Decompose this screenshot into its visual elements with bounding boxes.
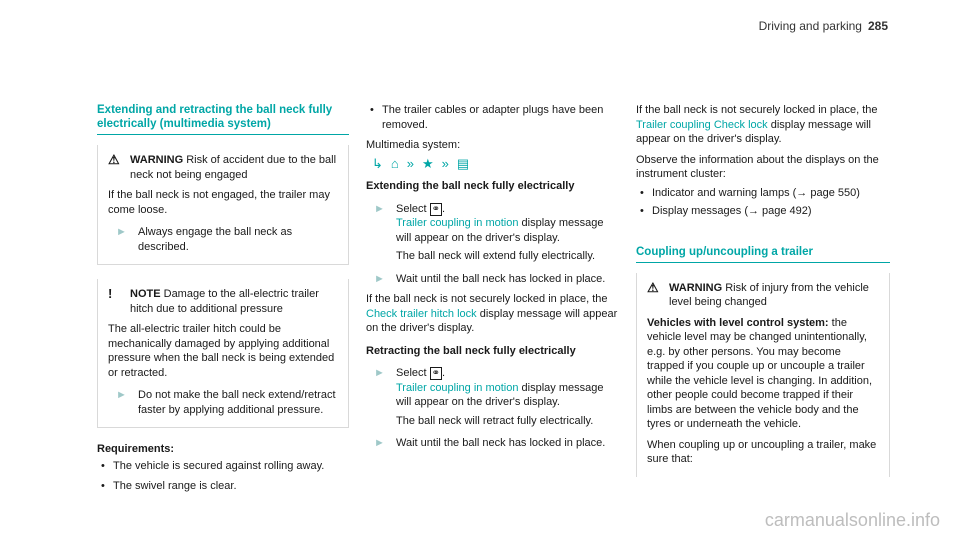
retract-note: The ball neck will retract fully electrically. xyxy=(396,414,594,427)
warning-box xyxy=(97,145,349,265)
step-arrow-icon: ► xyxy=(374,202,385,215)
not-locked-para xyxy=(636,103,890,147)
select-suffix: . xyxy=(442,367,446,379)
section-name: Driving and parking xyxy=(758,19,862,33)
display-message-text: display message will appear on the driver's display. xyxy=(396,217,604,244)
list-item xyxy=(636,186,890,201)
requirement-item xyxy=(366,103,618,132)
not-locked-pre: If the ball neck is not securely locked in place, the xyxy=(636,104,878,116)
trailer-hitch-icon: ⚭ xyxy=(431,203,441,215)
note-label: NOTE xyxy=(130,288,161,300)
warning-para-1 xyxy=(647,316,879,432)
step-arrow-icon: ► xyxy=(374,272,385,285)
page-header xyxy=(759,19,888,34)
page-number: 285 xyxy=(867,19,888,33)
section-title-coupling: Coupling up/uncoupling a trailer xyxy=(636,245,890,263)
select-suffix: . xyxy=(442,202,446,215)
column-3 xyxy=(636,103,890,477)
note-text: Damage to the all-electric trailer hitch due to additional pressure xyxy=(130,288,319,315)
retract-step-select xyxy=(366,366,618,428)
note-heading xyxy=(130,287,338,316)
requirement-text: The vehicle is secured against rolling away. xyxy=(113,459,325,472)
menu-path xyxy=(366,157,618,172)
warning-subhead: Vehicles with level control system: xyxy=(647,316,829,329)
extend-step-wait xyxy=(366,272,618,287)
column-2 xyxy=(366,103,618,451)
warning-text: Risk of injury from the vehicle level being changed xyxy=(669,281,869,308)
trailer-hitch-icon: ⚭ xyxy=(431,368,441,379)
exclamation-icon: ! xyxy=(108,286,113,301)
watermark: carmanualsonline.info xyxy=(764,509,940,530)
note-step xyxy=(108,388,338,417)
wait-text: Wait until the ball neck has locked in place. xyxy=(396,272,606,285)
step-arrow-icon: ► xyxy=(116,226,127,238)
bullet-icon: • xyxy=(370,104,374,116)
column-1 xyxy=(97,103,349,494)
bullet-icon: • xyxy=(640,186,644,199)
warning-triangle-icon: ⚠ xyxy=(647,279,659,295)
requirements-label: Requirements: xyxy=(97,443,175,455)
warning-heading xyxy=(130,153,338,182)
extend-step-select xyxy=(366,202,618,264)
note-step-text: Do not make the ball neck extend/retract faster by applying additional pressure. xyxy=(138,389,336,416)
step-arrow-icon: ► xyxy=(374,367,385,379)
select-text: Select xyxy=(396,202,427,215)
retract-step-wait xyxy=(366,436,618,451)
warning-head xyxy=(647,281,879,310)
display-message-text: display message will appear on the driver's display. xyxy=(396,381,604,408)
star-icon: ★ xyxy=(422,155,434,171)
note-para: The all-electric trailer hitch could be mechanically damaged by applying additional pressure when the ball neck is being extended or retracted. xyxy=(108,323,335,379)
bullet-icon: • xyxy=(101,480,105,492)
step-arrow-icon: ► xyxy=(374,437,385,449)
retract-title: Retracting the ball neck fully electrically xyxy=(366,344,576,357)
warning-label: WARNING xyxy=(130,154,184,166)
not-locked-post: display message will appear on the driver's display. xyxy=(366,307,618,334)
list-item-text: Indicator and warning lamps (→ page 550) xyxy=(652,186,860,199)
not-locked-para xyxy=(366,292,618,336)
extend-note: The ball neck will extend fully electrically. xyxy=(396,250,596,262)
list-item-text: Display messages (→ page 492) xyxy=(652,205,812,217)
wait-text: Wait until the ball neck has locked in place. xyxy=(396,437,606,449)
warning-text: Risk of accident due to the ball neck not being engaged xyxy=(130,154,337,181)
requirement-item xyxy=(97,479,349,494)
section-title-extending-retracting xyxy=(97,103,349,135)
warning-step xyxy=(108,225,338,254)
warning-triangle-icon: ⚠ xyxy=(108,152,120,167)
return-arrow-icon: ↳ xyxy=(372,155,383,171)
not-locked-pre: If the ball neck is not securely locked in place, the xyxy=(366,293,608,305)
warning-para: If the ball neck is not engaged, the trailer may come loose. xyxy=(108,189,330,216)
bullet-icon: • xyxy=(101,459,105,472)
double-chevron-icon: » xyxy=(441,155,449,171)
warning-box xyxy=(636,273,890,477)
check-trailer-hitch-lock-link: Check trailer hitch lock xyxy=(366,307,477,320)
list-item xyxy=(636,204,890,219)
warning-para-1-text: the vehicle level may be changed unintentionally, e.g. by other persons. You may become trapped if you couple up or uncouple a trailer while the vehicle level is changing. In addition, other people could become trapped if their limbs are between the vehicle body and the tyres or underneath the vehicle. xyxy=(647,316,873,430)
home-icon: ⌂ xyxy=(390,155,399,171)
requirement-text: The swivel range is clear. xyxy=(113,480,237,492)
title-line-2: electrically (multimedia system) xyxy=(97,118,271,130)
step-arrow-icon: ► xyxy=(116,389,127,401)
warning-step-text: Always engage the ball neck as described. xyxy=(138,226,293,253)
warning-head xyxy=(108,153,338,182)
multimedia-label: Multimedia system: xyxy=(366,139,461,151)
bullet-icon: • xyxy=(640,205,644,217)
display-message-link: Trailer coupling in motion xyxy=(396,381,519,394)
note-head xyxy=(108,287,338,316)
not-locked-post: display message will appear on the driver's display. xyxy=(636,118,871,145)
trailer-coupling-check-lock-link: Trailer coupling Check lock xyxy=(636,118,768,131)
double-chevron-icon: » xyxy=(406,155,414,171)
observe-text: Observe the information about the displays on the instrument cluster: xyxy=(636,153,879,180)
display-message-link: Trailer coupling in motion xyxy=(396,217,519,229)
requirement-item xyxy=(97,459,349,474)
title-line-1: Extending and retracting the ball neck fully xyxy=(97,104,333,116)
note-box xyxy=(97,279,349,428)
warning-para-2: When coupling up or uncoupling a trailer, make sure that: xyxy=(647,438,877,465)
extend-title: Extending the ball neck fully electrically xyxy=(366,180,575,192)
warning-heading xyxy=(669,281,879,310)
warning-label: WARNING xyxy=(669,281,723,294)
requirement-text: The trailer cables or adapter plugs have been removed. xyxy=(382,104,604,131)
vehicle-icon: ▤ xyxy=(456,155,470,171)
select-text: Select xyxy=(396,367,427,379)
